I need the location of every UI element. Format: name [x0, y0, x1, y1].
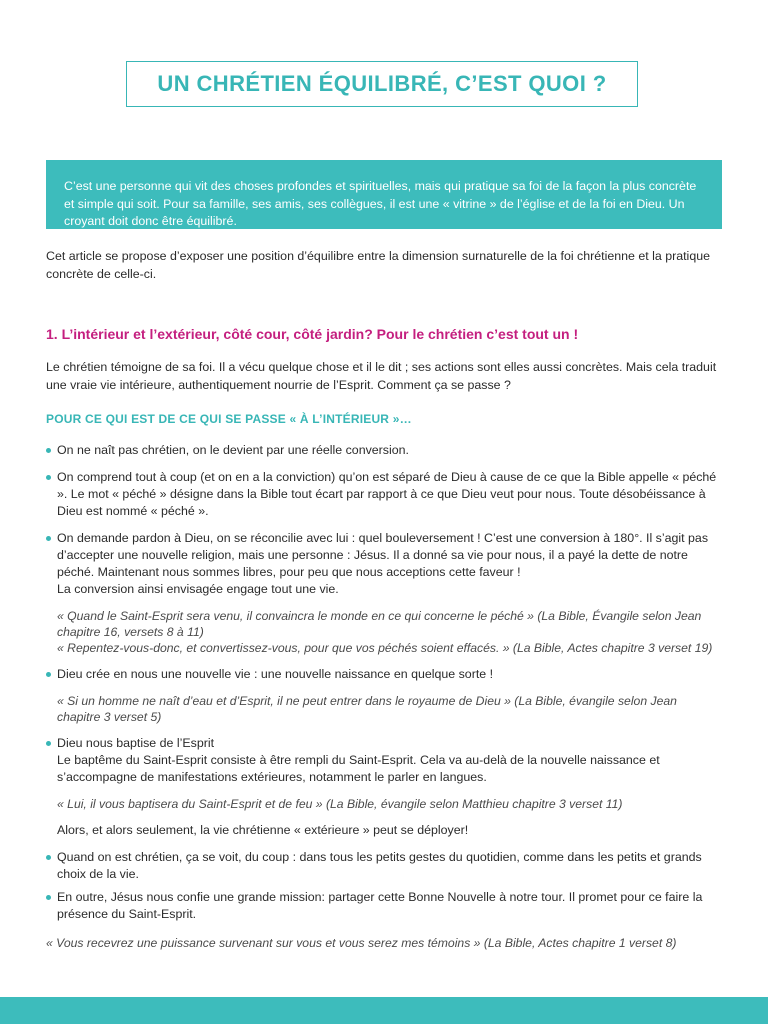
bullet-dot-icon [46, 855, 51, 860]
footer-bar [0, 997, 768, 1024]
list-item [46, 469, 722, 520]
intro-box [46, 160, 722, 229]
list-item [46, 889, 722, 923]
intro-text: C’est une personne qui vit des choses profondes et spirituelles, mais qui pratique sa foi de la façon la plus concrète et simple qui soit. Pour sa famille, ses amis, ses collègues, il est une « vitrine » de l’église et de la foi en Dieu. Un croyant doit donc être équilibré. [64, 179, 697, 229]
bible-quote: « Quand le Saint-Esprit sera venu, il convaincra le monde en ce qui concerne le péché » (La Bible, Évangile selon Jean chapitre 16, versets 8 à 11) [57, 609, 702, 639]
list-item [46, 442, 722, 459]
list-item-text: On ne naît pas chrétien, on le devient par une réelle conversion. [57, 443, 409, 457]
bullet-dot-icon [46, 448, 51, 453]
list-item [46, 530, 722, 656]
section-paragraph: Le chrétien témoigne de sa foi. Il a vécu quelque chose et il le dit ; ses actions sont elles aussi concrètes. Mais cela traduit une vraie vie intérieure, authentiquement nourrie de l’Esprit. Comment ça se passe ? [46, 360, 717, 392]
list-item-text: On comprend tout à coup (et on en a la conviction) qu’on est séparé de Dieu à cause de ce que la Bible appelle « péché ». Le mot « péché » désigne dans la Bible tout écart par rapport à ce que Dieu veut pour nous. Toute désobéissance à Dieu est nommé « péché ». [57, 470, 717, 518]
list-item-text: Dieu nous baptise de l’Esprit [57, 736, 215, 750]
list-item-after: Alors, et alors seulement, la vie chrétienne « extérieure » peut se déployer! [57, 823, 469, 837]
list-item-text: En outre, Jésus nous confie une grande mission: partager cette Bonne Nouvelle à notre tour. Il promet pour ce faire la présence du Saint-Esprit. [57, 890, 703, 921]
list-item-text: On demande pardon à Dieu, on se réconcilie avec lui : quel bouleversement ! C’est une conversion à 180°. Il s’agit pas d’accepter une nouvelle religion, mais une personne : Jésus. Il a donné sa vie pour nous, il a payé la dette de notre péché. Maintenant nous sommes libres, pour peu que nous acceptions cette faveur ! [57, 531, 709, 579]
bullet-dot-icon [46, 895, 51, 900]
bible-quote: « Lui, il vous baptisera du Saint-Esprit et de feu » (La Bible, évangile selon Matthieu chapitre 3 verset 11) [57, 797, 623, 811]
list-item [46, 849, 722, 883]
list-item [46, 735, 722, 839]
bible-quote: « Si un homme ne naît d’eau et d’Esprit, il ne peut entrer dans le royaume de Dieu » (La Bible, évangile selon Jean chapitre 3 verset 5) [57, 694, 677, 724]
closing-quote: « Vous recevrez une puissance survenant sur vous et vous serez mes témoins » (La Bible, Actes chapitre 1 verset 8) [46, 936, 677, 950]
section-subhead: POUR CE QUI EST DE CE QUI SE PASSE « À L’INTÉRIEUR »… [46, 412, 412, 426]
list-item [46, 666, 722, 725]
bible-quote: « Repentez-vous-donc, et convertissez-vous, pour que vos péchés soient effacés. » (La Bible, Actes chapitre 3 verset 19) [57, 641, 713, 655]
bullet-dot-icon [46, 741, 51, 746]
page-title: UN CHRÉTIEN ÉQUILIBRÉ, C’EST QUOI ? [157, 71, 607, 96]
article-body [46, 248, 722, 951]
title-box [126, 61, 638, 107]
lead-paragraph: Cet article se propose d’exposer une position d’équilibre entre la dimension surnaturelle de la foi chrétienne et la pratique concrète de celle-ci. [46, 249, 710, 281]
list-item-extra: La conversion ainsi envisagée engage tout une vie. [57, 582, 339, 596]
section-title: 1. L’intérieur et l’extérieur, côté cour, côté jardin? Pour le chrétien c’est tout un ! [46, 326, 579, 342]
bullet-dot-icon [46, 672, 51, 677]
bullet-dot-icon [46, 536, 51, 541]
list-item-text: Quand on est chrétien, ça se voit, du coup : dans tous les petits gestes du quotidien, comme dans les petits et grands choix de la vie. [57, 850, 702, 881]
bullet-dot-icon [46, 475, 51, 480]
list-item-extra: Le baptême du Saint-Esprit consiste à être rempli du Saint-Esprit. Cela va au-delà de la nouvelle naissance et s’accompagne de manifestations extérieures, notamment le parler en langues. [57, 753, 660, 784]
bullet-list [46, 442, 722, 923]
list-item-text: Dieu crée en nous une nouvelle vie : une nouvelle naissance en quelque sorte ! [57, 667, 494, 681]
